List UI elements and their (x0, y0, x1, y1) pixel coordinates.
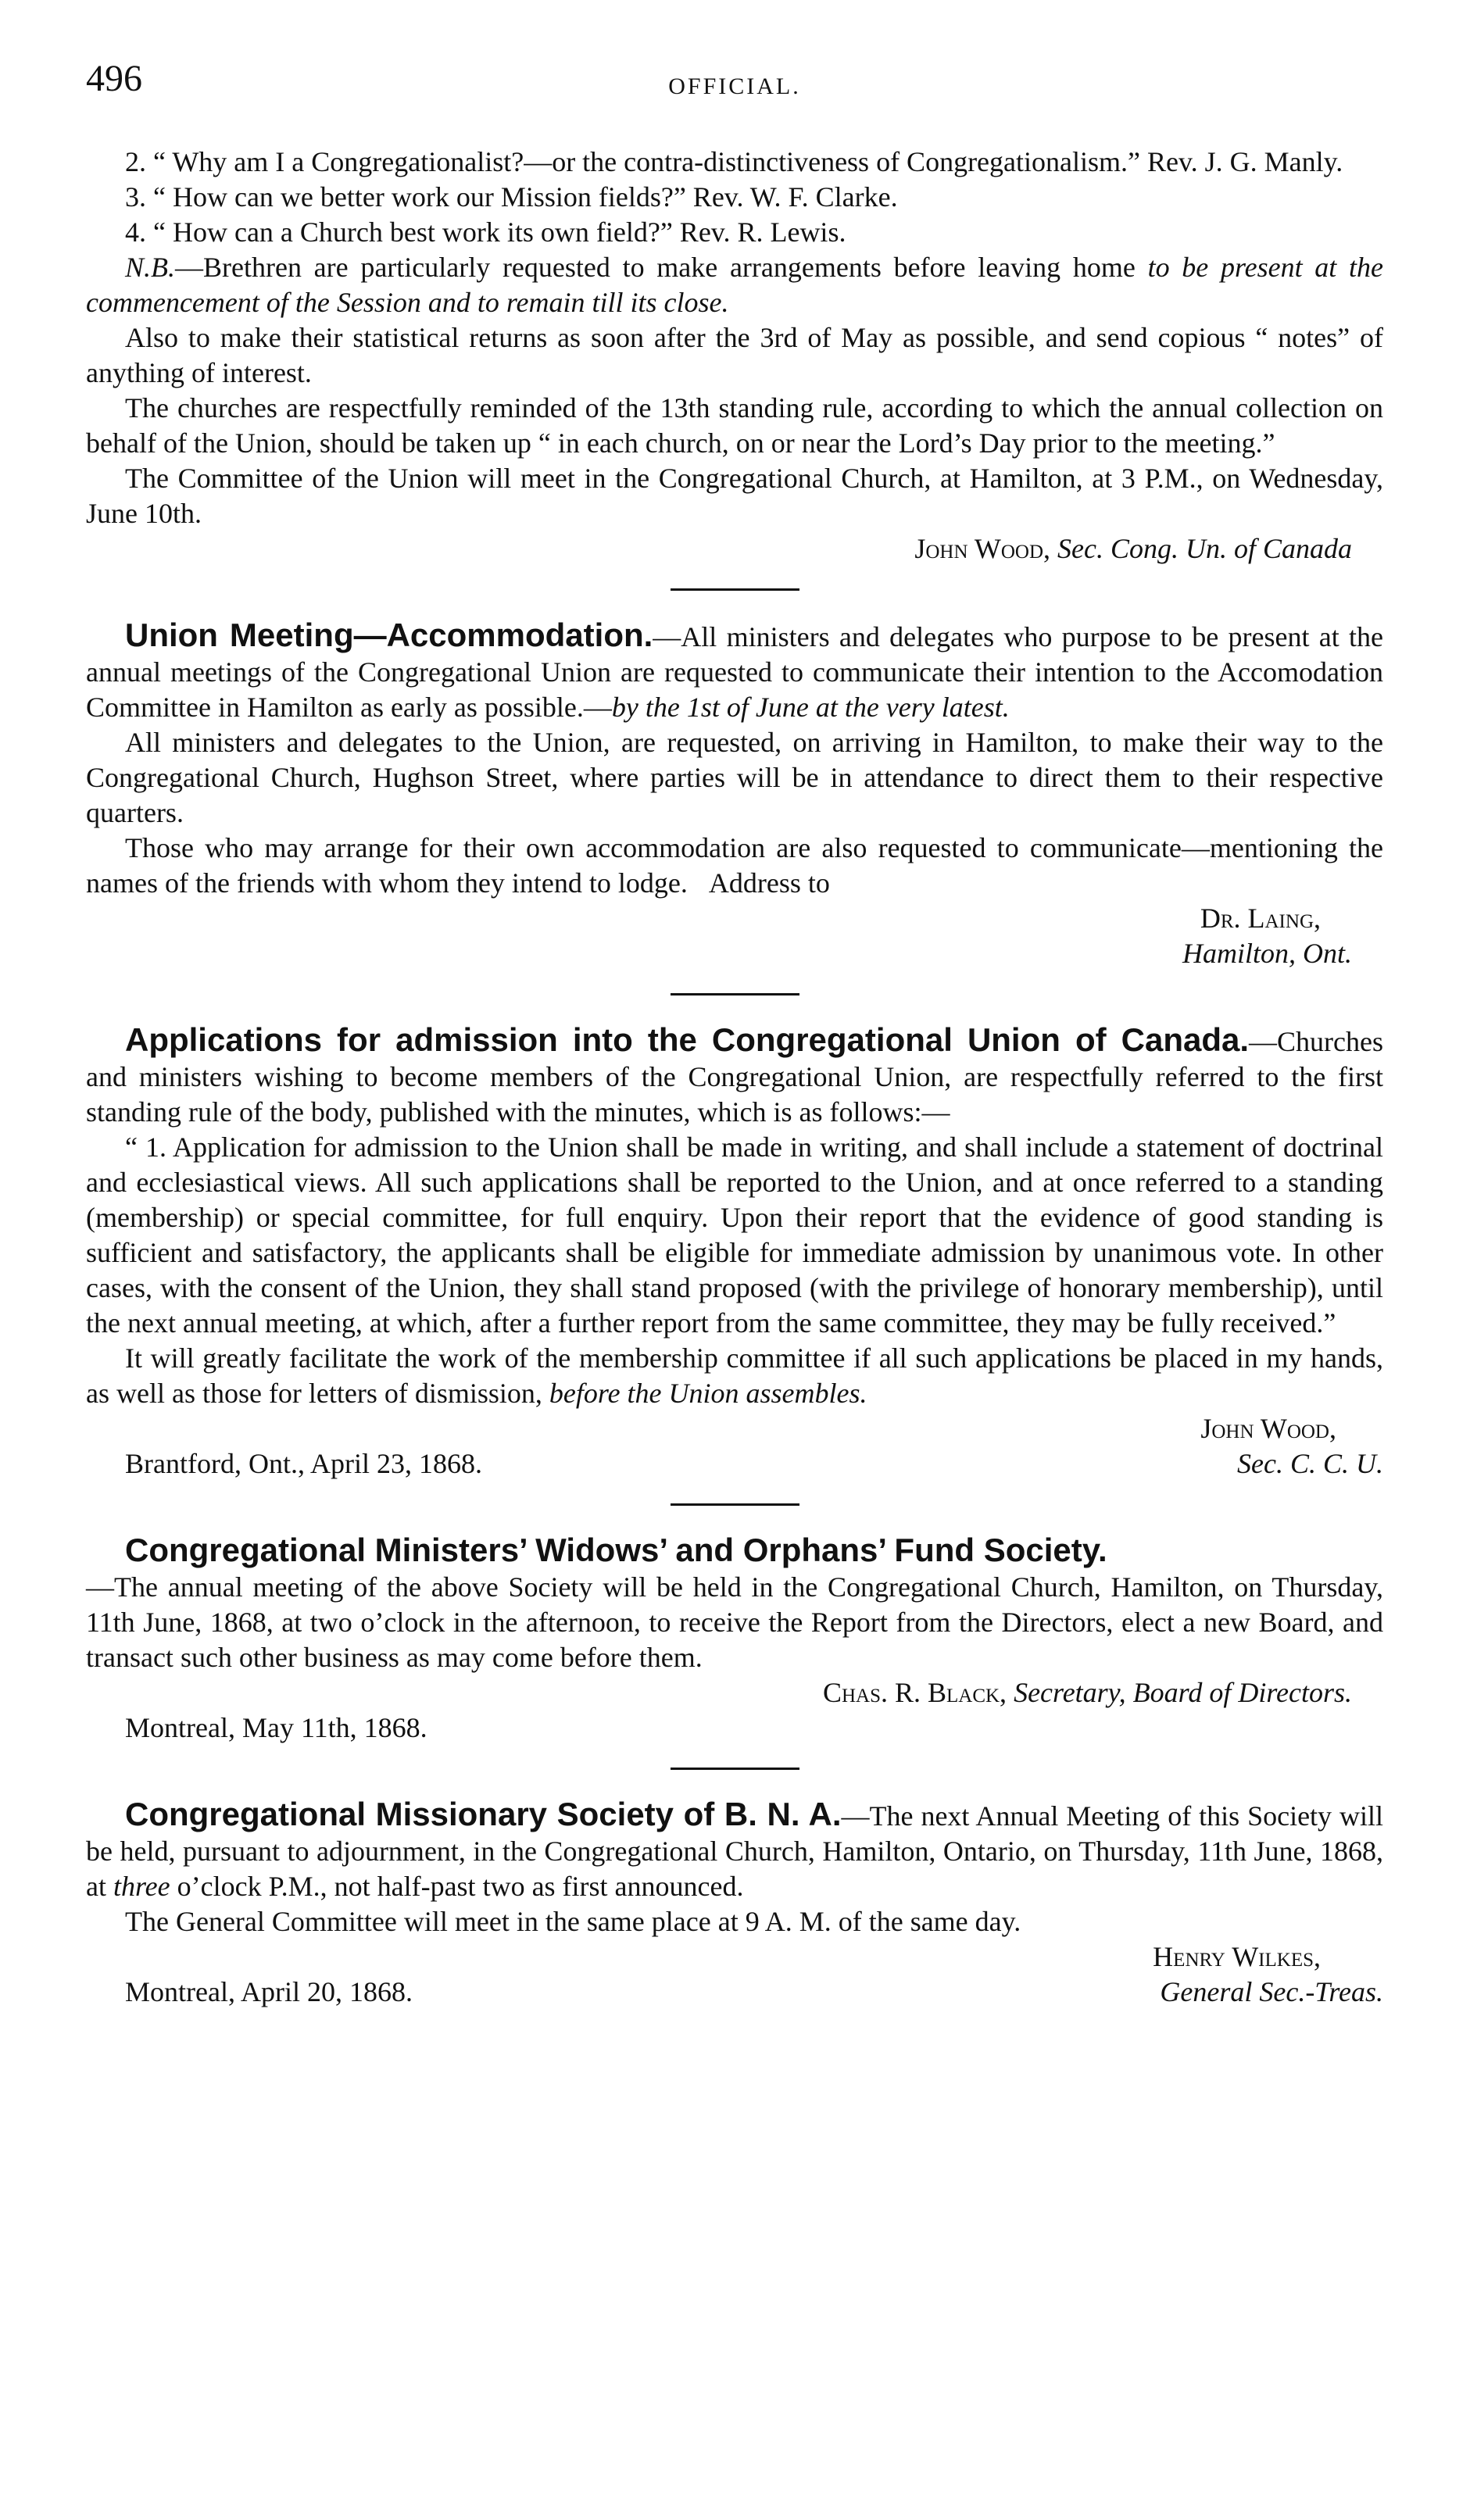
missionary-text-a: —The next Annual Meeting of this Society will be held, pursuant to adjournment, in the Congregational Church, Hamilton, Ontario, on Thursday, 11th June, 1868, at (86, 1800, 1384, 1902)
program-item: 4. “ How can a Church best work its own field?” Rev. R. Lewis. (125, 216, 846, 248)
union-meeting-heading: Union Meeting—Accommodation. (125, 617, 653, 653)
signature-title: Sec. Cong. Un. of Canada (1050, 533, 1352, 564)
signature-row (86, 1975, 1383, 2010)
standing-rule-paragraph: The churches are respectfully reminded of the 13th standing rule, according to which the annual collection on behalf of the Union, should be taken up “ in each church, on or near the Lord’s Day prior to the meeting.” (86, 392, 1383, 459)
page-content (86, 145, 1383, 2010)
signature-name-text: John Wood, (1200, 1413, 1336, 1444)
section-divider (671, 1768, 799, 1770)
signature (86, 1675, 1383, 1710)
missionary-intro (86, 1796, 1383, 1904)
missionary-section (86, 1796, 1383, 2010)
section-divider (671, 1503, 799, 1506)
signature-place (86, 936, 1383, 971)
applications-heading: Applications for admission into the Congregational Union of Canada. (125, 1021, 1250, 1058)
returns-paragraph: Also to make their statistical returns as soon after the 3rd of May as possible, and send copious “ notes” of anything of interest. (86, 322, 1383, 388)
applications-italic: before the Union assembles. (549, 1378, 867, 1409)
place-date: Brantford, Ont., April 23, 1868. (125, 1448, 482, 1479)
applications-section (86, 1022, 1383, 1482)
signature (86, 531, 1383, 567)
accommodation-text: Those who may arrange for their own accommodation are also requested to communicate—mentioning the names of the friends with whom they intend to lodge. (86, 832, 1383, 899)
applications-text: —Churches and ministers wishing to become members of the Congregational Union, are respectfully referred to the first standing rule of the body, published with the minutes, which is as follows:— (86, 1026, 1383, 1128)
place-date: Montreal, April 20, 1868. (125, 1976, 413, 2007)
program-section (86, 145, 1383, 567)
signature-name: John Wood, (914, 533, 1051, 564)
union-meeting-section (86, 617, 1383, 971)
program-item: 3. “ How can we better work our Mission fields?” Rev. W. F. Clarke. (125, 181, 898, 213)
union-meeting-italic: by the 1st of June at the very latest. (611, 692, 1010, 723)
widows-fund-heading-line (86, 1532, 1383, 1570)
standing-rule-quote: “ 1. Application for admission to the Union shall be made in writing, and shall include a statement of doctrinal and ecclesiastical views. All such applications shall be reported to the Union, and at once referred to a standing (membership) or special committee, for full enquiry. Upon their report that the evidence of good standing is sufficient and satisfactory, the applicants shall be eligible for immediate admission by unanimous vote. In other cases, with the consent of the Union, they shall stand proposed (with the privilege of honorary membership), until the next annual meeting, at which, after a further report from the same committee, they may be fully received.” (86, 1131, 1383, 1339)
address-label: Address to (708, 867, 830, 899)
page-header (86, 58, 1383, 108)
union-meeting-intro (86, 617, 1383, 725)
committee-paragraph: The Committee of the Union will meet in the Congregational Church, at Hamilton, at 3 P.M., on Wednesday, June 10th. (86, 463, 1383, 529)
signature-name-text: Henry Wilkes, (1153, 1941, 1321, 1972)
widows-fund-text: —The annual meeting of the above Society will be held in the Congregational Church, Hamilton, on Thursday, 11th June, 1868, at two o’clock in the afternoon, to receive the Report from the Directors, elect a new Board, and transact such other business as may come before them. (86, 1571, 1383, 1673)
signature-name: Chas. R. Black, (822, 1677, 1007, 1708)
nb-text: —Brethren are particularly requested to make arrangements before leaving home (175, 252, 1148, 283)
applications-intro (86, 1022, 1383, 1130)
missionary-text-b: o’clock P.M., not half-past two as first announced. (170, 1871, 744, 1902)
program-item: 2. “ Why am I a Congregationalist?—or the contra-distinctiveness of Congregationalism.” Rev. J. G. Manly. (125, 146, 1343, 177)
signature-name (86, 1939, 1383, 1975)
nb-italic: to be present at the commencement of the Session and to remain till its close. (86, 252, 1383, 318)
widows-fund-section (86, 1532, 1383, 1746)
place-date: Montreal, May 11th, 1868. (125, 1712, 427, 1743)
union-meeting-paragraph (86, 831, 1383, 901)
union-meeting-paragraph: All ministers and delegates to the Union, are requested, on arriving in Hamilton, to make their way to the Congregational Church, Hughson Street, where parties will be in attendance to direct them to their respective quarters. (86, 727, 1383, 828)
signature-place-text: Hamilton, Ont. (1182, 938, 1352, 969)
signature-name (86, 1411, 1383, 1446)
missionary-paragraph: The General Committee will meet in the same place at 9 A. M. of the same day. (125, 1906, 1021, 1937)
signature-title: Sec. C. C. U. (1237, 1448, 1383, 1479)
union-meeting-text: —All ministers and delegates who purpose to be present at the annual meetings of the Congregational Union are requested to communicate their intention to the Accomodation Committee in Hamilton as early as possible.— (86, 621, 1383, 723)
signature-title: General Sec.-Treas. (1160, 1976, 1383, 2007)
running-head: OFFICIAL. (668, 73, 801, 99)
section-divider (671, 588, 799, 591)
missionary-italic: three (113, 1871, 170, 1902)
widows-fund-heading: Congregational Ministers’ Widows’ and Orphans’ Fund Society. (125, 1532, 1107, 1568)
nb-paragraph (86, 250, 1383, 320)
nb-label: N.B. (125, 252, 176, 283)
applications-paragraph (86, 1341, 1383, 1411)
applications-text-2: It will greatly facilitate the work of the membership committee if all such applications be placed in my hands, as well as those for letters of dismission, (86, 1342, 1383, 1409)
page-number: 496 (86, 58, 142, 99)
section-divider (671, 993, 799, 995)
missionary-heading: Congregational Missionary Society of B. N. A. (125, 1796, 842, 1832)
signature-name (86, 901, 1383, 936)
signature-name-text: Dr. Laing, (1200, 903, 1321, 934)
signature-row (86, 1446, 1383, 1482)
signature-title: Secretary, Board of Directors. (1007, 1677, 1352, 1708)
